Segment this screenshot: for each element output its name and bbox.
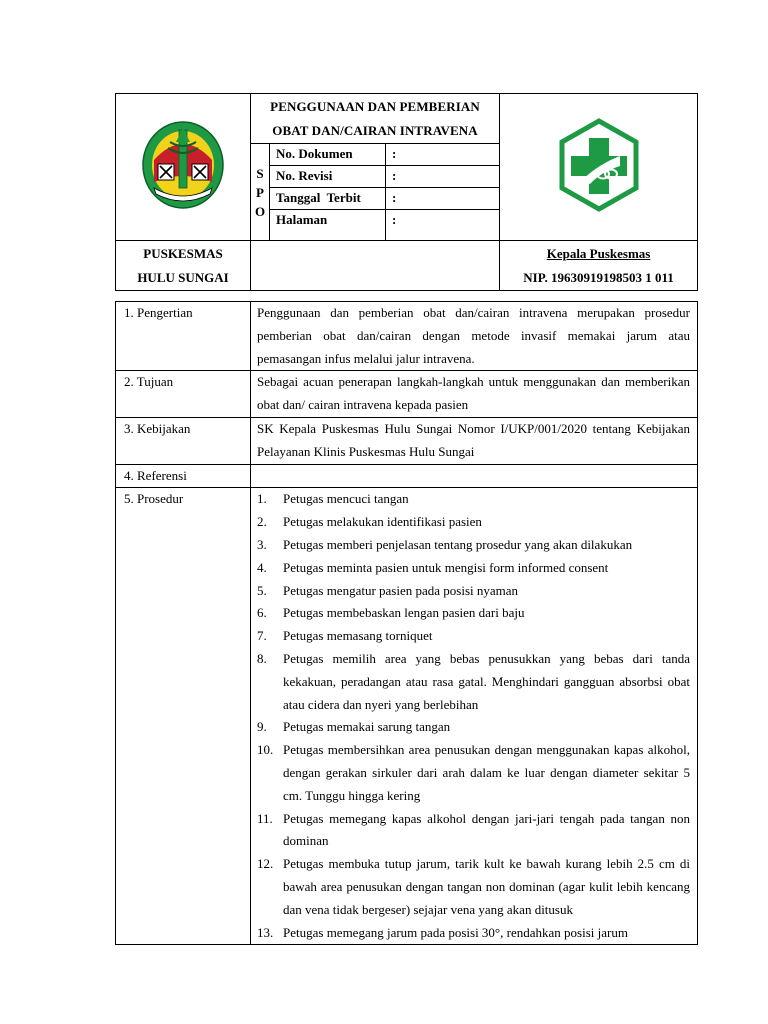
procedure-step-text: Petugas memegang kapas alkohol dengan jari-jari tengah pada tangan non dominan bbox=[283, 810, 690, 849]
section-text-referensi bbox=[251, 464, 698, 488]
procedure-step bbox=[257, 580, 690, 603]
procedure-step-number: 5. bbox=[257, 582, 267, 598]
title-line-1: PENGGUNAAN DAN PEMBERIAN bbox=[270, 99, 480, 114]
signatory-title: Kepala Puskesmas bbox=[546, 246, 651, 261]
puskesmas-cross-icon bbox=[556, 118, 642, 212]
meta-label-no-revisi: No. Revisi bbox=[270, 166, 386, 188]
procedure-step bbox=[257, 602, 690, 625]
regency-seal-icon bbox=[140, 120, 226, 210]
procedure-step-number: 3. bbox=[257, 536, 267, 552]
section-label-referensi: 4. Referensi bbox=[116, 464, 251, 488]
procedure-step bbox=[257, 739, 690, 807]
procedure-step bbox=[257, 557, 690, 580]
procedure-step bbox=[257, 625, 690, 648]
procedure-step bbox=[257, 808, 690, 854]
meta-value-no-dokumen: : bbox=[386, 144, 500, 166]
procedure-step-text: Petugas memegang jarum pada posisi 30°, rendahkan posisi jarum bbox=[283, 924, 628, 940]
content-table bbox=[115, 301, 698, 945]
section-text-tujuan: Sebagai acuan penerapan langkah-langkah untuk menggunakan dan memberikan obat dan/ cairan intravena kepada pasien bbox=[251, 371, 698, 418]
procedure-step-number: 2. bbox=[257, 514, 267, 530]
procedure-step-text: Petugas mengatur pasien pada posisi nyaman bbox=[283, 582, 519, 598]
title-line-2: OBAT DAN/CAIRAN INTRAVENA bbox=[272, 123, 478, 138]
header-table bbox=[115, 93, 698, 291]
procedure-step-text: Petugas membuka tutup jarum, tarik kult ke bawah kurang lebih 2.5 cm di bawah area penusukan dengan tangan non dominan (agar kulit lebih kencang dan vena tidak bergeser) sejajar vena yang akan ditusuk bbox=[283, 856, 690, 917]
regency-seal-logo bbox=[116, 94, 251, 241]
procedure-step bbox=[257, 511, 690, 534]
procedure-step-text: Petugas memilih area yang bebas penusukkan yang bebas dari tanda kekakuan, peradangan atau rasa gatal. Menghindari gangguan absorbsi obat atau cidera dan nyeri yang berlebihan bbox=[283, 650, 690, 712]
procedure-step-text: Petugas mencuci tangan bbox=[283, 491, 409, 507]
procedure-step-number: 10. bbox=[257, 742, 274, 758]
procedure-step-text: Petugas meminta pasien untuk mengisi form informed consent bbox=[283, 559, 609, 575]
procedure-step-number: 1. bbox=[257, 491, 267, 507]
meta-label-tanggal-terbit: Tanggal Terbit bbox=[270, 188, 386, 210]
procedure-step bbox=[257, 488, 690, 511]
section-label-pengertian: 1. Pengertian bbox=[116, 302, 251, 371]
procedure-step-text: Petugas memakai sarung tangan bbox=[283, 719, 451, 735]
section-text-kebijakan: SK Kepala Puskesmas Hulu Sungai Nomor I/UKP/001/2020 tentang Kebijakan Pelayanan Klinis Puskesmas Hulu Sungai bbox=[251, 417, 698, 464]
procedure-step-text: Petugas melakukan identifikasi pasien bbox=[283, 514, 482, 530]
section-label-tujuan: 2. Tujuan bbox=[116, 371, 251, 418]
procedure-step-text: Petugas memberi penjelasan tentang prosedur yang akan dilakukan bbox=[283, 536, 633, 552]
procedure-step bbox=[257, 922, 690, 945]
procedure-step-number: 9. bbox=[257, 719, 267, 735]
procedure-step-text: Petugas membersihkan area penusukan dengan menggunakan kapas alkohol, dengan gerakan sirkuler dari arah dalam ke luar dengan diameter sekitar 5 cm. Tunggu hingga kering bbox=[283, 742, 690, 803]
document-title bbox=[251, 94, 500, 144]
meta-label-halaman: Halaman bbox=[270, 210, 386, 241]
procedure-step bbox=[257, 534, 690, 557]
puskesmas-logo bbox=[500, 94, 698, 241]
section-prosedur-steps bbox=[251, 488, 698, 945]
procedure-step-number: 8. bbox=[257, 650, 267, 666]
meta-value-tanggal-terbit: : bbox=[386, 188, 500, 210]
spo-label: S P O bbox=[251, 144, 270, 241]
procedure-step-text: Petugas membebaskan lengan pasien dari baju bbox=[283, 605, 525, 621]
meta-value-no-revisi: : bbox=[386, 166, 500, 188]
procedure-list bbox=[257, 488, 690, 944]
procedure-step-number: 4. bbox=[257, 559, 267, 575]
procedure-step-text: Petugas memasang torniquet bbox=[283, 628, 433, 644]
signatory bbox=[500, 241, 698, 291]
signatory-nip: NIP. 19630919198503 1 011 bbox=[523, 270, 674, 285]
section-label-prosedur: 5. Prosedur bbox=[116, 488, 251, 945]
procedure-step bbox=[257, 853, 690, 921]
procedure-step-number: 11. bbox=[257, 810, 273, 826]
empty-cell bbox=[251, 241, 500, 291]
procedure-step-number: 13. bbox=[257, 924, 274, 940]
procedure-step-number: 12. bbox=[257, 856, 274, 872]
procedure-step-number: 7. bbox=[257, 628, 267, 644]
meta-value-halaman: : bbox=[386, 210, 500, 241]
section-label-kebijakan: 3. Kebijakan bbox=[116, 417, 251, 464]
section-text-pengertian: Penggunaan dan pemberian obat dan/cairan intravena merupakan prosedur pemberian obat dan/cairan dengan metode invasif memakai jarum atau pemasangan infus melalui jalur intravena. bbox=[251, 302, 698, 371]
meta-label-no-dokumen: No. Dokumen bbox=[270, 144, 386, 166]
procedure-step bbox=[257, 648, 690, 716]
procedure-step bbox=[257, 716, 690, 739]
organization-name: PUSKESMAS HULU SUNGAI bbox=[116, 241, 251, 291]
procedure-step-number: 6. bbox=[257, 605, 267, 621]
